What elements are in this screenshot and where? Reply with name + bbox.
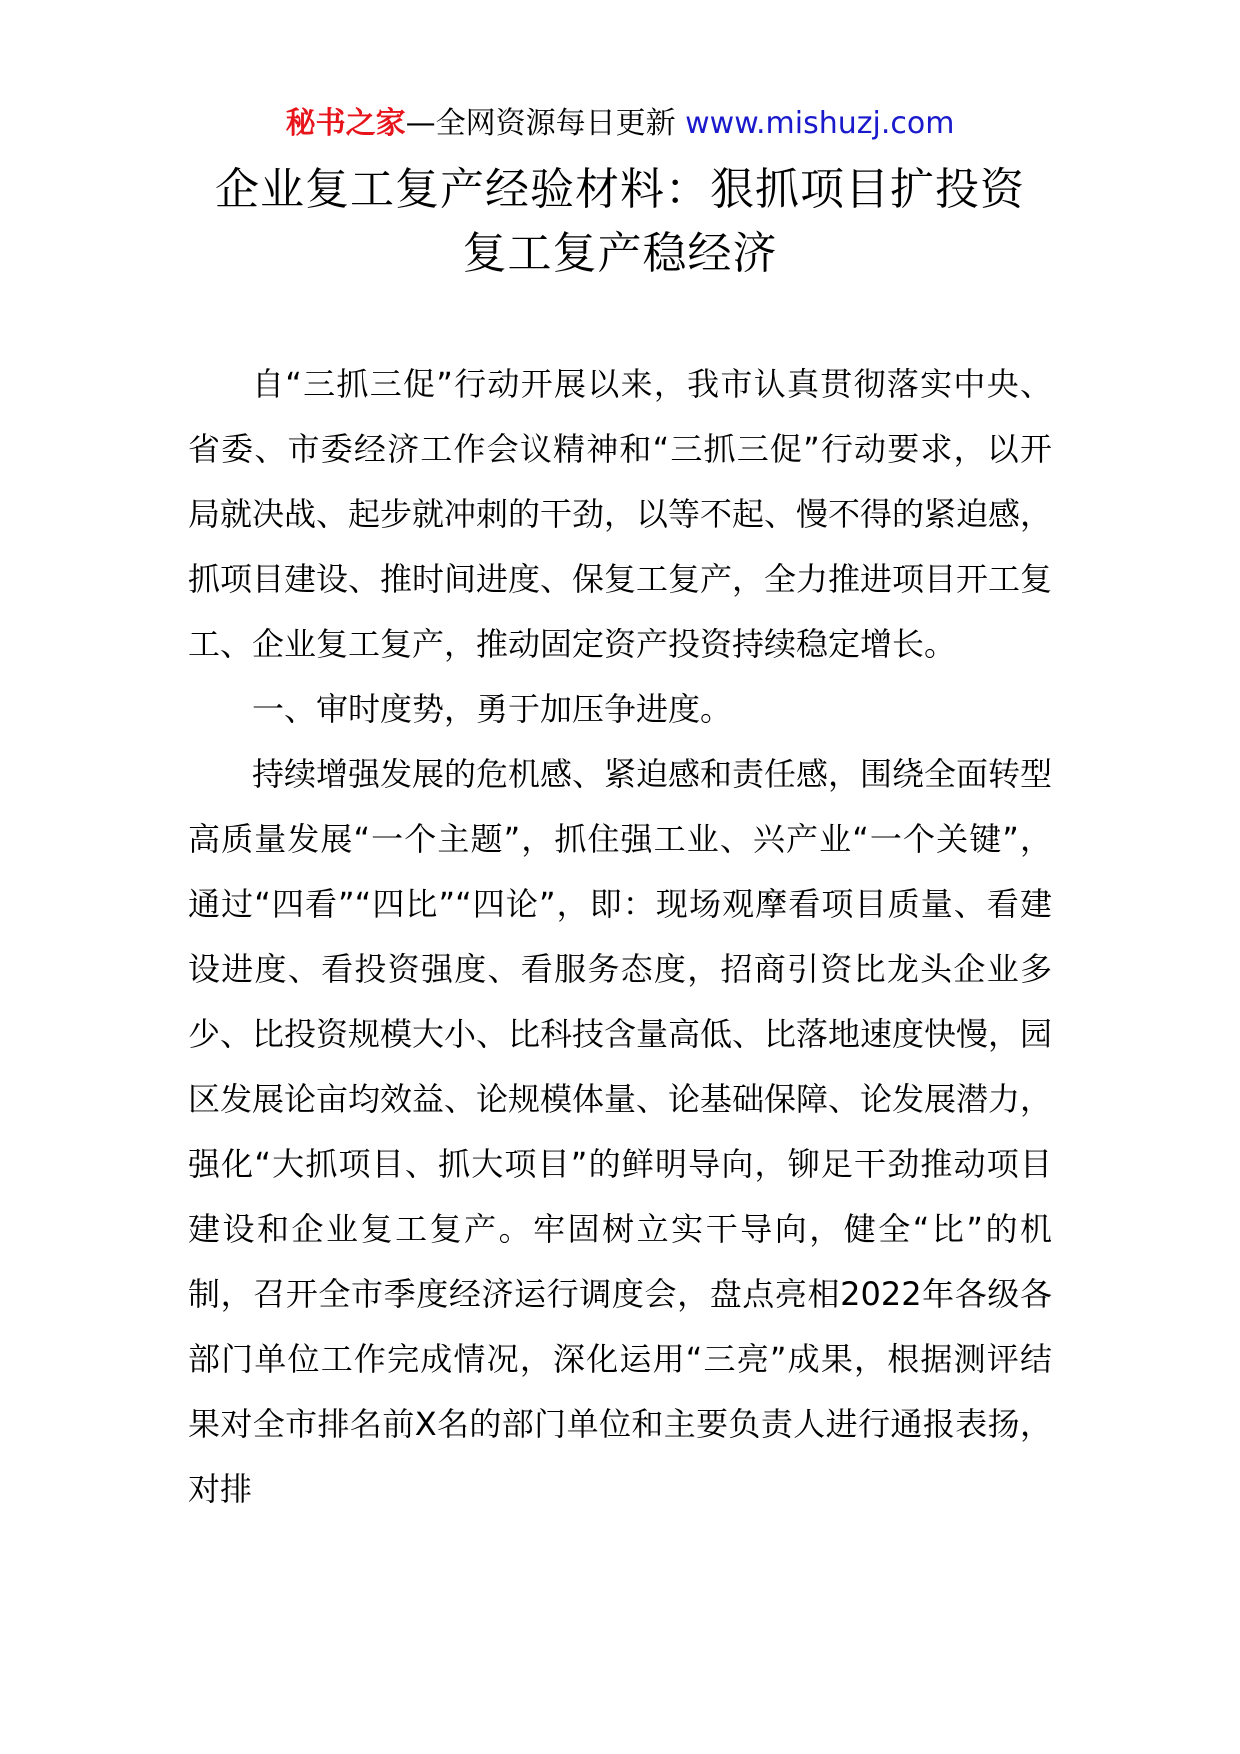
paragraph-intro: 自“三抓三促”行动开展以来，我市认真贯彻落实中央、省委、市委经济工作会议精神和“三抓三促”行动要求，以开局就决战、起步就冲刺的干劲，以等不起、慢不得的紧迫感，抓项目建设、推时间进度、保复工复产，全力推进项目开工复工、企业复工复产，推动固定资产投资持续稳定增长。 [188,365,1053,663]
title-line-1: 企业复工复产经验材料：狠抓项目扩投资 [215,164,1025,215]
document-title [170,158,1070,286]
title-line-2: 复工复产稳经济 [462,228,778,279]
section-heading-1: 一、审时度势，勇于加压争进度。 [252,690,733,728]
brand-name: 秘书之家 [285,106,406,141]
paragraph-section-1: 持续增强发展的危机感、紧迫感和责任感，围绕全面转型高质量发展“一个主题”，抓住强工业、兴产业“一个关键”，通过“四看”“四比”“四论”，即：现场观摩看项目质量、看建设进度、看投资强度、看服务态度，招商引资比龙头企业多少、比投资规模大小、比科技含量高低、比落地速度快慢，园区发展论亩均效益、论规模体量、论基础保障、论发展潜力，强化“大抓项目、抓大项目”的鲜明导向，铆足干劲推动项目建设和企业复工复产。牢固树立实干导向，健全“比”的机制，召开全市季度经济运行调度会，盘点亮相2022年各级各部门单位工作完成情况，深化运用“三亮”成果，根据测评结果对全市排名前X名的部门单位和主要负责人进行通报表扬，对排 [188,755,1053,1508]
document-body [188,352,1052,1522]
site-header [0,100,1240,148]
header-tagline: —全网资源每日更新 [405,106,676,141]
site-url[interactable]: www.mishuzj.com [685,106,955,141]
